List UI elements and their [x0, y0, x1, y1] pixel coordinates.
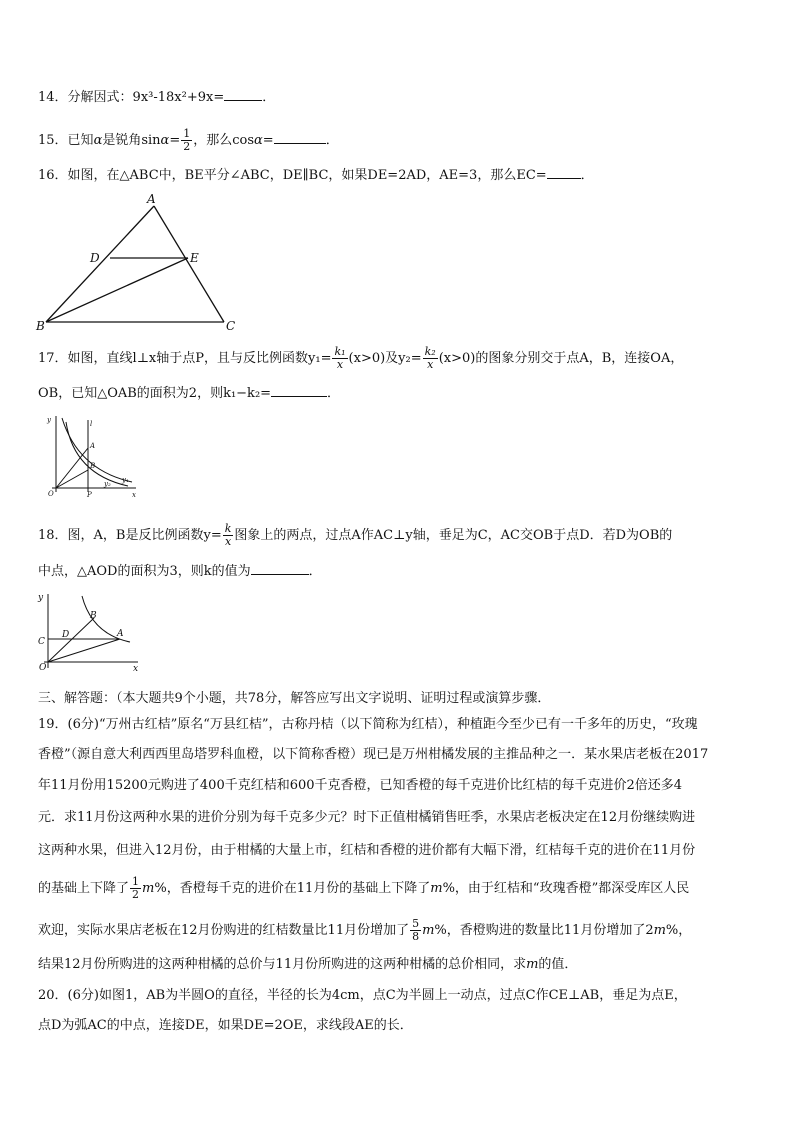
denominator: 2	[183, 140, 191, 153]
segment-BE	[46, 258, 188, 322]
question-text: %，香橙购进的数量比11月份增加了2	[434, 923, 654, 938]
question-text: 结果12月份所购进的这两种柑橘的总价与11月份所购进的这两种柑橘的总价相同，求	[38, 957, 527, 972]
denominator: x	[224, 535, 232, 548]
question-19-line2	[38, 745, 760, 765]
question-19-line3	[38, 776, 760, 796]
question-text: 欢迎，实际水果店老板在12月份购进的红桔数量比11月份增加了	[38, 923, 410, 938]
denominator: 8	[412, 930, 420, 943]
variable-m: m	[422, 923, 435, 938]
numerator: 5	[412, 917, 420, 930]
triangle-figure	[32, 190, 242, 335]
question-text: (x>0)及y₂=	[348, 351, 422, 366]
question-text: ，那么cos	[193, 133, 255, 148]
alpha-symbol: α	[93, 133, 103, 148]
curve-y2	[66, 422, 128, 486]
answer-blank[interactable]	[547, 166, 581, 179]
answer-blank[interactable]	[271, 384, 327, 397]
question-20-line2	[38, 1016, 760, 1036]
answer-blank[interactable]	[274, 131, 326, 144]
question-18	[38, 523, 760, 548]
section-3-heading	[38, 689, 760, 709]
question-19-line1	[38, 715, 760, 735]
answer-blank[interactable]	[251, 562, 309, 575]
side-AB	[46, 206, 154, 322]
question-text: OB，已知△OAB的面积为2，则k₁−k₂=	[38, 386, 272, 401]
curve-y1	[62, 418, 132, 482]
label-y2: y₂	[104, 480, 111, 488]
question-number: 16．	[38, 168, 68, 183]
numerator: k	[224, 522, 232, 535]
question-text: 分解因式：9x³-18x²+9x=	[67, 90, 225, 105]
punctuation: ．	[327, 386, 341, 401]
segment-OA	[56, 448, 88, 488]
label-P: P	[87, 491, 92, 498]
inverse-function-figure-18	[34, 588, 142, 674]
question-text: 如图，直线l⊥x轴于点P，且与反比例函数y₁=	[67, 351, 332, 366]
label-B: B	[90, 611, 97, 621]
label-O: O	[39, 663, 47, 673]
question-number: 15．	[38, 133, 68, 148]
question-number: 14．	[38, 90, 68, 105]
question-19-line4	[38, 808, 760, 828]
segment-OB	[56, 470, 88, 488]
variable-m: m	[142, 881, 155, 896]
question-text: 的值．	[538, 957, 578, 972]
question-number: 18．	[38, 528, 68, 543]
question-19-line6	[38, 876, 760, 901]
question-text: %，香橙每千克的进价在11月份的基础上下降了	[154, 881, 431, 896]
label-B: B	[90, 462, 96, 470]
numerator: k₂	[424, 345, 436, 358]
question-text: 20．(6分)如图1，AB为半圆O的直径，半径的长为4cm，点C为半圆上一动点，过点C作CE⊥AB，垂足为点E，	[38, 988, 687, 1003]
question-text: 图象上的两点，过点A作AC⊥y轴，垂足为C，AC交OB于点D．若D为OB的	[234, 528, 673, 543]
fraction-k-x	[223, 523, 234, 548]
question-text: 这两种水果，但进入12月份，由于柑橘的大量上市，红桔和香橙的进价都有大幅下滑，红桔每千克的进价在11月份	[38, 843, 696, 858]
question-19-line8	[38, 955, 760, 975]
question-text: 已知	[67, 133, 94, 148]
question-text: %，	[665, 923, 692, 938]
question-17	[38, 346, 760, 371]
answer-blank[interactable]	[224, 88, 262, 101]
label-E: E	[190, 251, 199, 265]
alpha-symbol: α	[254, 133, 263, 148]
label-x: x	[133, 664, 139, 674]
question-text: 是锐角sin	[102, 133, 161, 148]
label-C: C	[226, 319, 236, 333]
label-D: D	[62, 630, 70, 640]
punctuation: ．	[325, 133, 339, 148]
numerator: 1	[132, 875, 140, 888]
question-17-line2	[38, 384, 760, 404]
question-text: 香橙”（源自意大利西西里岛塔罗科血橙，以下简称香橙）现已是万州柑橘发展的主推品种之一．某水果店老板在2017	[38, 747, 709, 762]
equals-sign: =	[262, 133, 274, 148]
alpha-symbol: α	[160, 133, 170, 148]
inverse-function-figure-17	[38, 412, 142, 498]
label-A: A	[147, 192, 156, 206]
question-14	[38, 88, 760, 108]
question-text: %，由于红桔和“玫瑰香橙”都深受库区人民	[442, 881, 690, 896]
denominator: x	[336, 358, 344, 371]
question-text: (x>0)的图象分别交于点A，B，连接OA，	[438, 351, 684, 366]
segment-OA	[48, 639, 120, 662]
variable-m: m	[653, 923, 666, 938]
label-D: D	[90, 251, 100, 265]
question-text: 图，A，B是反比例函数y=	[67, 528, 222, 543]
question-text: 如图，在△ABC中，BE平分∠ABC，DE∥BC，如果DE=2AD，AE=3，那么EC=	[67, 168, 547, 183]
question-text: 19．(6分)“万州古红桔”原名“万县红桔”，古称丹桔（以下简称为红桔），种植距今至少已有一千多年的历史，“玫瑰	[38, 717, 698, 732]
label-l: l	[90, 420, 93, 428]
question-text: 元．求11月份这两种水果的进价分别为每千克多少元？时下正值柑橘销售旺季，水果店老板决定在12月份继续购进	[38, 810, 696, 825]
numerator: k₁	[334, 345, 346, 358]
punctuation: ．	[580, 168, 594, 183]
section-title: 三、解答题：（本大题共9个小题，共78分，解答应写出文字说明、证明过程或演算步骤．	[38, 691, 551, 706]
equals-sign: =	[169, 133, 181, 148]
label-A: A	[90, 442, 96, 450]
label-y: y	[38, 593, 44, 603]
question-18-line2	[38, 562, 760, 582]
question-20-line1	[38, 986, 760, 1006]
question-19-line5	[38, 841, 760, 861]
question-15	[38, 128, 760, 153]
label-y1: y₁	[122, 476, 129, 484]
question-number: 17．	[38, 351, 68, 366]
fraction-one-half	[130, 876, 141, 901]
question-16	[38, 166, 760, 186]
question-text: 的基础上下降了	[38, 881, 130, 896]
variable-m: m	[430, 881, 443, 896]
variable-m: m	[526, 957, 539, 972]
fraction-k2-x	[423, 346, 438, 371]
punctuation: ．	[308, 564, 322, 579]
label-C: C	[38, 637, 45, 647]
denominator: 2	[132, 888, 140, 901]
label-A: A	[117, 629, 124, 639]
fraction-five-eighths	[410, 918, 421, 943]
side-AC	[154, 206, 224, 322]
question-text: 点D为弧AC的中点，连接DE，如果DE=2OE，求线段AE的长．	[38, 1018, 413, 1033]
denominator: x	[427, 358, 434, 371]
segment-OB	[48, 618, 94, 662]
label-O: O	[48, 490, 54, 498]
numerator: 1	[183, 127, 191, 140]
question-19-line7	[38, 918, 760, 943]
fraction-k1-x	[332, 346, 347, 371]
fraction-one-half	[181, 128, 192, 153]
question-text: 年11月份用15200元购进了400千克红桔和600千克香橙，已知香橙的每千克进价比红桔的每千克进价2倍还多4	[38, 778, 683, 793]
question-text: 中点，△AOD的面积为3，则k的值为	[38, 564, 251, 579]
label-x: x	[132, 491, 136, 498]
label-y: y	[47, 416, 51, 424]
punctuation: ．	[262, 90, 276, 105]
label-B: B	[36, 319, 45, 333]
